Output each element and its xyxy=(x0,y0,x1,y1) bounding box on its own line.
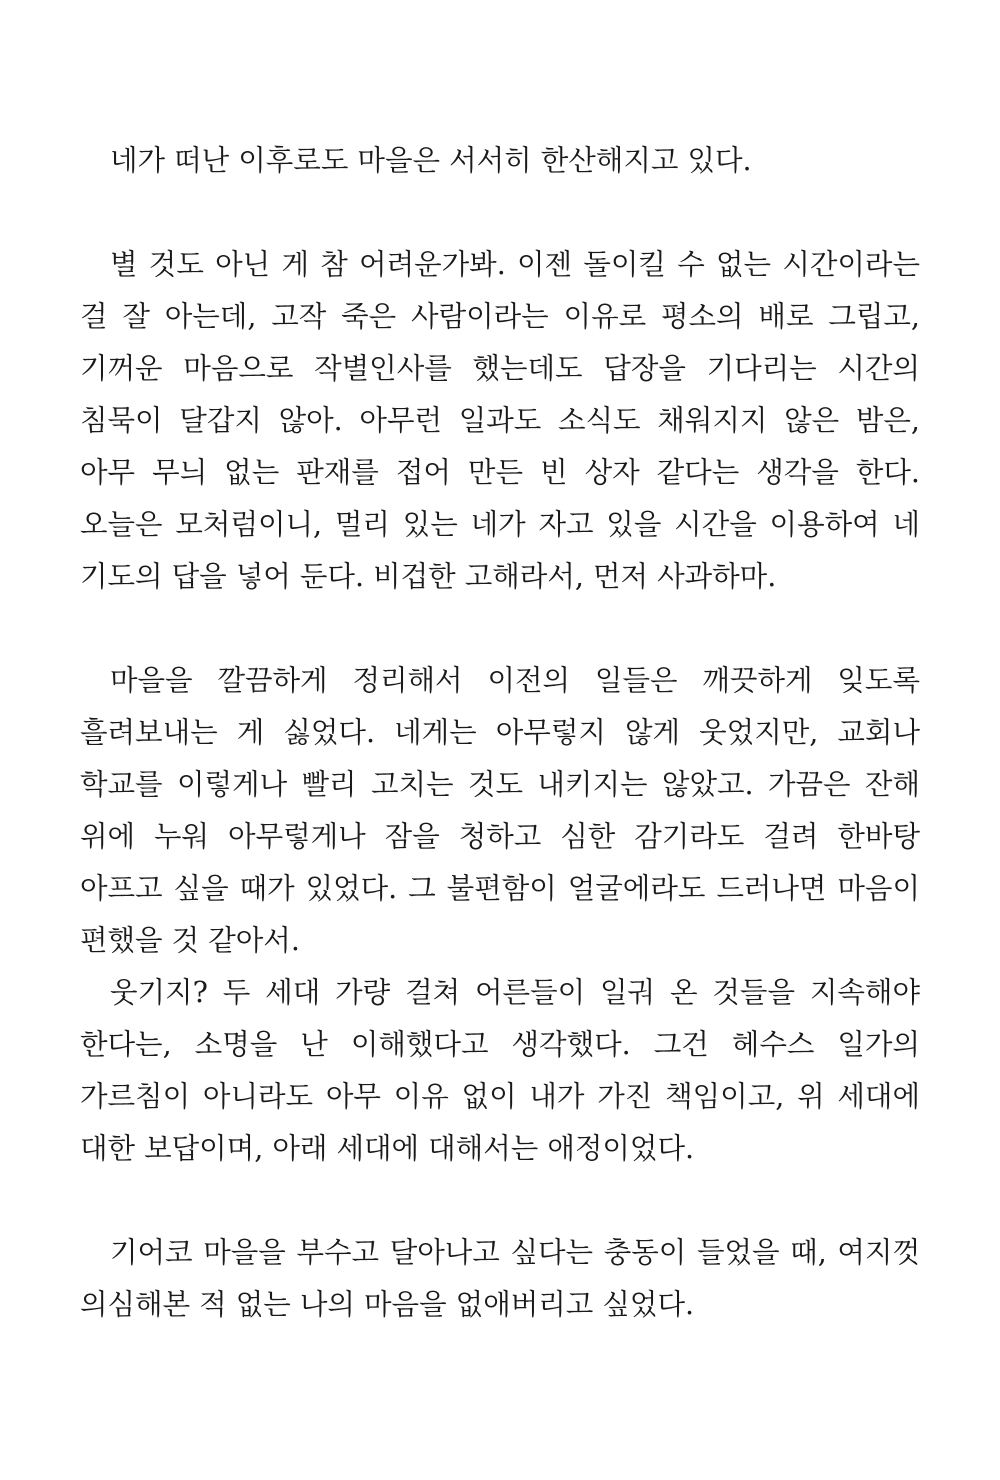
paragraph-4-line-4: 대한 보답이며, 아래 세대에 대해서는 애정이었다. xyxy=(80,1132,695,1165)
paragraph-2-line-2: 걸 잘 아는데, 고작 죽은 사람이라는 이유로 평소의 배로 그립고, xyxy=(80,300,920,333)
paragraph-2-line-6: 오늘은 모처럼이니, 멀리 있는 네가 자고 있을 시간을 이용하여 네 xyxy=(80,508,920,541)
paragraph-2-line-1: 별 것도 아닌 게 참 어려운가봐. 이젠 돌이킬 수 없는 시간이라는 xyxy=(110,248,920,281)
paragraph-3-line-1: 마을을 깔끔하게 정리해서 이전의 일들은 깨끗하게 잊도록 xyxy=(110,664,920,697)
paragraph-5-line-2: 의심해본 적 없는 나의 마음을 없애버리고 싶었다. xyxy=(80,1288,695,1321)
paragraph-3-line-4: 위에 누워 아무렇게나 잠을 청하고 심한 감기라도 걸려 한바탕 xyxy=(80,820,920,853)
paragraph-3-line-3: 학교를 이렇게나 빨리 고치는 것도 내키지는 않았고. 가끔은 잔해 xyxy=(80,768,920,801)
paragraph-2-line-5: 아무 무늬 없는 판재를 접어 만든 빈 상자 같다는 생각을 한다. xyxy=(80,456,920,489)
paragraph-3-line-2: 흘려보내는 게 싫었다. 네게는 아무렇지 않게 웃었지만, 교회나 xyxy=(80,716,920,749)
paragraph-4-line-2: 한다는, 소명을 난 이해했다고 생각했다. 그건 헤수스 일가의 xyxy=(80,1028,920,1061)
paragraph-4-line-1: 웃기지? 두 세대 가량 걸쳐 어른들이 일궈 온 것들을 지속해야 xyxy=(110,976,920,1009)
paragraph-2-line-7: 기도의 답을 넣어 둔다. 비겁한 고해라서, 먼저 사과하마. xyxy=(80,560,777,593)
paragraph-3-line-6: 편했을 것 같아서. xyxy=(80,924,300,957)
paragraph-1-line-1: 네가 떠난 이후로도 마을은 서서히 한산해지고 있다. xyxy=(110,144,752,177)
paragraph-2-line-4: 침묵이 달갑지 않아. 아무런 일과도 소식도 채워지지 않은 밤은, xyxy=(80,404,920,437)
paragraph-2-line-3: 기꺼운 마음으로 작별인사를 했는데도 답장을 기다리는 시간의 xyxy=(80,352,920,385)
paragraph-4-line-3: 가르침이 아니라도 아무 이유 없이 내가 가진 책임이고, 위 세대에 xyxy=(80,1080,920,1113)
paragraph-5-line-1: 기어코 마을을 부수고 달아나고 싶다는 충동이 들었을 때, 여지껏 xyxy=(110,1236,920,1269)
paragraph-3-line-5: 아프고 싶을 때가 있었다. 그 불편함이 얼굴에라도 드러나면 마음이 xyxy=(80,872,920,905)
